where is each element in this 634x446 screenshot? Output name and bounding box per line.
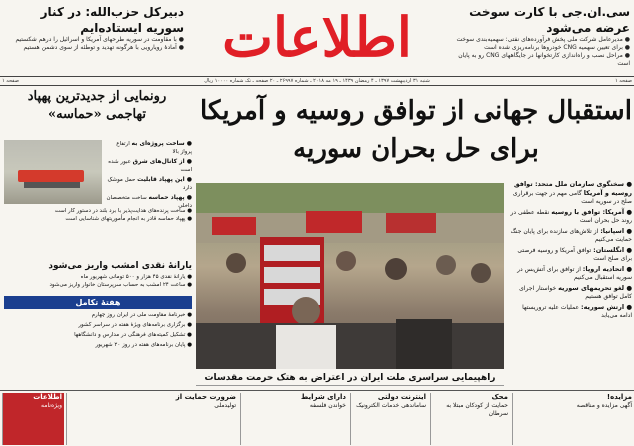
page-number-right: صفحه ۱ xyxy=(615,78,632,84)
item-text: ارتفاع پرواز بالا xyxy=(116,141,192,155)
item-text: توافق آمریکا و روسیه فرصتی برای صلح است xyxy=(517,247,632,262)
item-bold: ● از کانال‌های شرق xyxy=(132,158,192,165)
item-text: خواستار اجرای کامل توافق هستیم xyxy=(519,285,632,300)
item-text: از توافق برای آتش‌بس در سوریه استقبال می‌کنیم xyxy=(517,266,632,281)
masthead-left-story[interactable] xyxy=(4,4,184,52)
footer-cell[interactable] xyxy=(2,393,64,445)
item-bold: ● این پهپاد قابلیت xyxy=(137,176,192,183)
drone-line: ● ساخت پرنده‌های هدایت‌پذیر با برد بلند در دستور کار است xyxy=(54,208,192,214)
left-story-line: ● با مقاومت در سوریه طرحهای آمریکا و اسرائیل را درهم شکستیم xyxy=(15,36,184,43)
drone-stand xyxy=(24,182,80,188)
subsidy-line: ● یارانهٔ نقدی ۴۵ هزار و ۵۰۰ تومانی شهریور ماه xyxy=(80,274,192,280)
item-bold: ● اتحادیه اروپا: xyxy=(582,265,632,273)
main-headline-line: استقبال جهانی از توافق روسیه و آمریکا xyxy=(200,96,632,126)
main-headline[interactable] xyxy=(198,92,634,168)
footer-cell-title: دارای شرایط xyxy=(300,393,346,401)
left-story-headline: دبیرکل حزب‌الله: در کنار سوریه ایستاده‌ایم xyxy=(40,5,184,35)
dateline-text: شنبه ۳۱ اردیبهشت ۱۳۹۷ ـ ۴ رمضان ۱۴۳۹ ـ ۱۹ مه ۲۰۱۸ ـ شماره ۲۶۹۹۷ ـ ۲۰ صفحه ـ تک شماره ۱۰۰۰۰ ریال xyxy=(204,78,430,84)
footer-strip xyxy=(0,390,634,446)
right-col-item[interactable] xyxy=(508,284,632,301)
footer-cell[interactable] xyxy=(430,393,510,445)
right-story-headline: سی.ان.جی با کارت سوخت عرضه می‌شود xyxy=(469,5,630,35)
right-story-line: ● مدیرعامل شرکت ملی پخش فرآورده‌های نفتی: سهمیه‌بندی سوخت xyxy=(456,36,630,43)
photo-caption: راهپیمایی سراسری ملت ایران در اعتراض به هتک حرمت مقدسات xyxy=(196,370,504,386)
footer-cell-text: ویژه‌نامه xyxy=(41,402,62,409)
right-col-item[interactable] xyxy=(508,180,632,206)
item-bold: ● ساخت پروژه‌ای به xyxy=(131,140,192,147)
right-col-item[interactable] xyxy=(508,208,632,225)
box-line: ● برگزاری برنامه‌های ویژهٔ هفته در سراسر کشور xyxy=(78,322,192,328)
left-story-line: ● آمادهٔ رویارویی با هرگونه تهدید و توطئه از سوی دشمن هستیم xyxy=(23,44,184,51)
footer-cell-text: حمایت از کودکان مبتلا به سرطان xyxy=(446,402,508,417)
drone-item xyxy=(106,176,192,192)
right-col-item[interactable] xyxy=(508,303,632,320)
subsidy-line: ● ساعت ۲۴ امشب به حساب سرپرستان خانوار واریز می‌شود xyxy=(49,282,192,288)
item-text: نقطه عطفی در روند حل بحران است xyxy=(510,209,632,224)
left-headline[interactable] xyxy=(2,88,192,124)
drone-item xyxy=(106,158,192,174)
item-bold: ● آمریکا: توافق با روسیه xyxy=(551,208,632,216)
footer-cell-title: اینترنت دولتی xyxy=(377,393,426,401)
newspaper-logo: اطلاعات xyxy=(222,5,412,69)
main-headline-line: برای حل بحران سوریه xyxy=(293,134,539,164)
item-text: حمل موشک دارد xyxy=(107,177,192,191)
footer-cell[interactable] xyxy=(66,393,238,445)
item-bold: ● اسپانیا: xyxy=(600,227,632,235)
item-text: عبور شده است xyxy=(108,159,192,173)
left-headline-line: رونمایی از جدیدترین پهپاد xyxy=(27,89,167,104)
masthead xyxy=(0,0,634,84)
right-story-line: ● مراحل نصب و راه‌اندازی کارتخوانها در جایگاههای CNG رو به پایان است xyxy=(458,52,630,67)
drone-item xyxy=(106,140,192,156)
right-story-line: ● برای تعیین سهمیه CNG خودروها برنامه‌ریزی شده است xyxy=(484,44,630,51)
box-line: ● تشکیل کمیته‌های فرهنگی در مدارس و دانشگاهها xyxy=(74,332,192,338)
item-bold: ● لغو تحریمهای سوریه xyxy=(558,284,632,292)
main-photo[interactable] xyxy=(196,183,504,369)
footer-cell-title: مزایده! xyxy=(606,393,632,401)
dateline xyxy=(0,76,634,86)
item-bold: ● سخنگوی سازمان ملل متحد: توافق روسیه و آمریکا xyxy=(513,180,632,197)
right-col-item[interactable] xyxy=(508,227,632,244)
crowd-photo-illustration xyxy=(196,183,504,369)
footer-cell-title: اطلاعات xyxy=(33,393,62,401)
item-text: ساخت متخصصان داخلی xyxy=(106,195,192,209)
drone-body xyxy=(18,170,84,182)
footer-cell[interactable] xyxy=(350,393,428,445)
item-bold: ● پهپاد حماسه xyxy=(148,194,192,201)
masthead-right-story[interactable] xyxy=(450,4,630,68)
left-headline-line: تهاجمی «حماسه» xyxy=(47,107,147,122)
footer-cell-text: آگهی مزایده و مناقصه xyxy=(576,402,632,409)
item-text: عملیات علیه تروریستها ادامه می‌یابد xyxy=(522,304,632,319)
footer-cell[interactable] xyxy=(512,393,634,445)
footer-cell-text: ساماندهی خدمات الکترونیک xyxy=(356,402,426,409)
box-line: ● خبرنامهٔ مقاومت ملی در ایران روز چهارم xyxy=(91,312,192,318)
footer-cell-text: تولیدملی xyxy=(214,402,236,409)
right-col-item[interactable] xyxy=(508,265,632,282)
footer-cell-title: محک xyxy=(491,393,508,401)
drone-story-text xyxy=(106,140,192,212)
right-col-item[interactable] xyxy=(508,246,632,263)
item-text: گامی مهم در جهت برقراری صلح در سوریه است xyxy=(512,190,632,205)
footer-cell-text: خواندن فلسفه xyxy=(309,402,346,409)
item-bold: ● انگلستان: xyxy=(593,246,632,254)
subsidy-headline[interactable]: یارانهٔ نقدی امشب واریز می‌شود xyxy=(48,261,192,271)
right-column xyxy=(508,180,632,388)
left-column xyxy=(2,88,192,388)
footer-cell[interactable] xyxy=(240,393,348,445)
item-bold: ● ارتش سوریه: xyxy=(581,303,632,311)
item-text: از تلاش‌های سازنده برای پایان جنگ حمایت می‌کنیم xyxy=(510,228,632,243)
page-number-left: صفحه ۱ xyxy=(2,78,19,84)
box-headline[interactable]: هفتهٔ تکامل xyxy=(4,296,192,309)
drone-line: ● پهپاد حماسه قادر به انجام مأموریتهای شناسایی است xyxy=(65,216,192,222)
drone-photo[interactable] xyxy=(4,140,102,204)
footer-cell-title: ضرورت حمایت از xyxy=(175,393,236,401)
box-line: ● پایان برنامه‌های هفته در روز ۲۰ شهریور xyxy=(95,342,192,348)
